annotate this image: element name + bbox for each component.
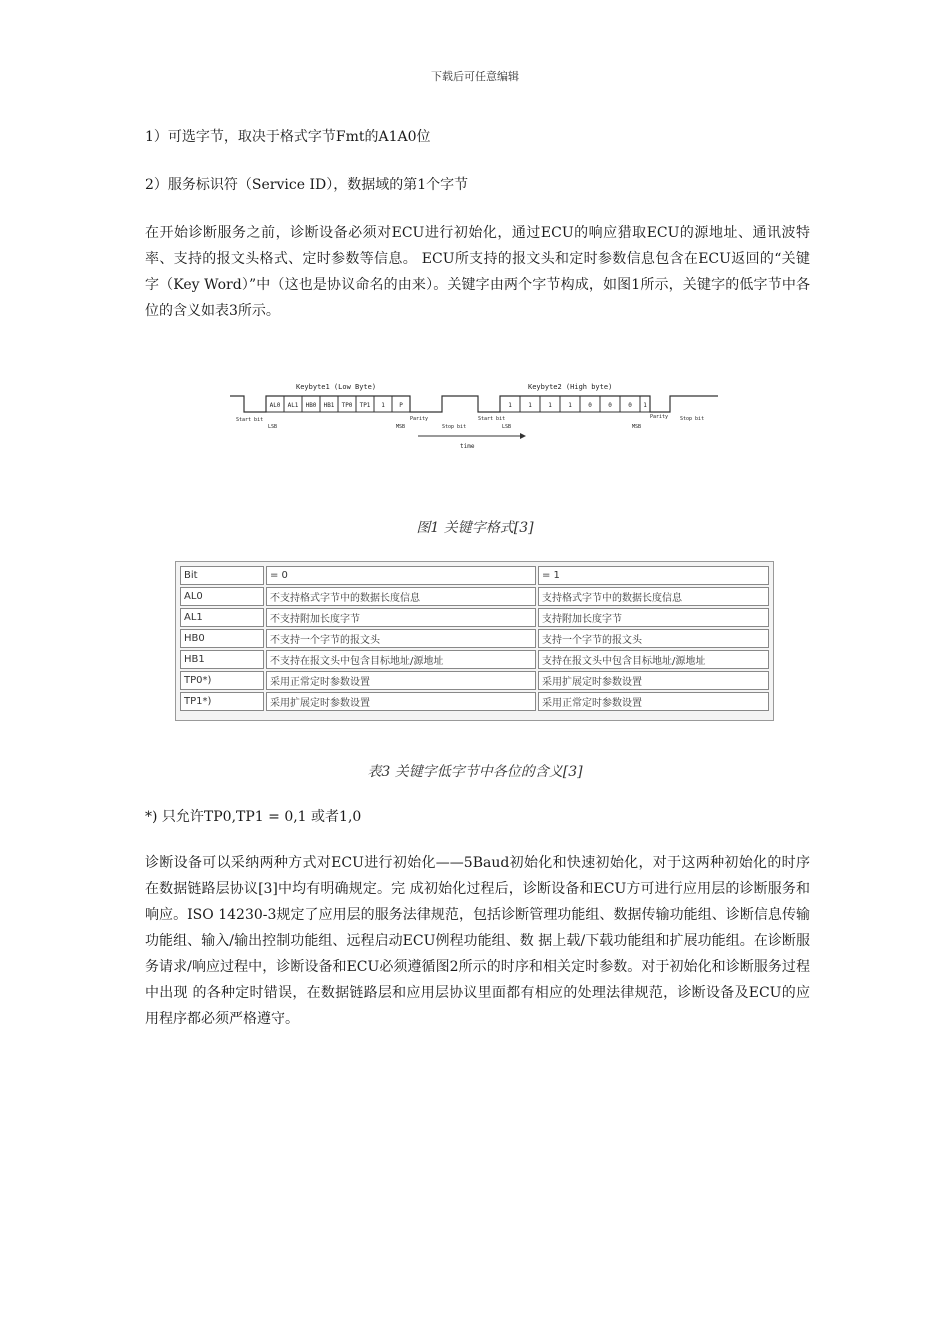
table-cell: 支持格式字节中的数据长度信息 — [538, 587, 769, 606]
table-cell: HB1 — [180, 650, 264, 669]
cell-label: 0 — [608, 402, 612, 409]
cell-label: HB1 — [323, 402, 335, 409]
cell-label: 0 — [588, 402, 592, 409]
stop-bit-label: Stop bit — [680, 416, 705, 422]
parity-label: Parity — [410, 416, 429, 422]
table-cell: 采用正常定时参数设置 — [538, 692, 769, 711]
table-cell: Bit — [180, 566, 264, 585]
paragraph-intro: 在开始诊断服务之前，诊断设备必须对ECU进行初始化，通过ECU的响应猎取ECU的源地址、通讯波特率、支持的报文头格式、定时参数等信息。 ECU所支持的报文头和定时参数信息包含在ECU返回的“关键字（Key Word）”中（这也是协议命名的由来）。关键字由两个字节构成，如图1所示，关键字的低字节中各位的含义如表3所示。 — [145, 225, 810, 319]
keybyte1-title: Keybyte1 (Low Byte) — [296, 383, 377, 391]
lsb-label: LSB — [502, 424, 512, 430]
cell-label: AL1 — [287, 402, 299, 409]
cell-label: 0 — [628, 402, 632, 409]
table-row — [180, 650, 769, 669]
table-cell: 支持附加长度字节 — [538, 608, 769, 627]
page-header: 下载后可任意编辑 — [431, 70, 519, 83]
msb-label: MSB — [632, 424, 642, 430]
table-cell: = 0 — [266, 566, 536, 585]
table-caption: 表3 关键字低字节中各位的含义[3] — [367, 764, 583, 780]
cell-label: 1 — [568, 402, 572, 409]
lsb-label: LSB — [268, 424, 278, 430]
note-line: *) 只允许TP0,TP1 = 0,1 或者1,0 — [145, 809, 362, 825]
table-cell: TP0*) — [180, 671, 264, 690]
cell-label: TP0 — [341, 402, 353, 409]
cell-label: AL0 — [269, 402, 281, 409]
stop-bit-label: Stop bit — [442, 424, 467, 430]
table-cell: 不支持附加长度字节 — [266, 608, 536, 627]
table-cell: AL1 — [180, 608, 264, 627]
table-cell: TP1*) — [180, 692, 264, 711]
list-line-1: 1）可选字节，取决于格式字节Fmt的A1A0位 — [145, 129, 431, 145]
table-row — [180, 629, 769, 648]
table-cell: 不支持一个字节的报文头 — [266, 629, 536, 648]
keybyte-table — [175, 561, 774, 721]
time-label: time — [460, 443, 475, 450]
cell-label: 1 — [528, 402, 532, 409]
table-cell: 支持一个字节的报文头 — [538, 629, 769, 648]
start-bit-label: Start bit — [478, 416, 506, 422]
table-cell: 不支持在报文头中包含目标地址/源地址 — [266, 650, 536, 669]
table-row — [180, 692, 769, 711]
list-line-2: 2）服务标识符（Service ID），数据域的第1个字节 — [145, 177, 469, 193]
cell-label: 1 — [548, 402, 552, 409]
keybyte-timing-diagram — [230, 378, 720, 458]
parity-label: Parity — [650, 414, 669, 420]
paragraph-body: 诊断设备可以采纳两种方式对ECU进行初始化——5Baud初始化和快速初始化，对于这两种初始化的时序在数据链路层协议[3]中均有明确规定。完 成初始化过程后，诊断设备和ECU方可进行应用层的诊断服务和响应。ISO 14230-3规定了应用层的服务法律规范，包括诊断管理功能组、数据传输功能组、诊断信息传输功能组、输入/输出控制功能组、远程启动ECU例程功能组、数 据上载/下载功能组和扩展功能组。在诊断服务请求/响应过程中，诊断设备和ECU必须遵循图2所示的时序和相关定时参数。对于初始化和诊断服务过程中出现 的各种定时错误，在数据链路层和应用层协议里面都有相应的处理法律规范，诊断设备及ECU的应用程序都必须严格遵守。 — [145, 855, 810, 1027]
cell-label: TP1 — [359, 402, 371, 409]
table-cell: 采用正常定时参数设置 — [266, 671, 536, 690]
figure-caption: 图1 关键字格式[3] — [416, 520, 534, 536]
table-cell: 采用扩展定时参数设置 — [538, 671, 769, 690]
cell-label: 1 — [508, 402, 512, 409]
table-cell: 采用扩展定时参数设置 — [266, 692, 536, 711]
table-cell: AL0 — [180, 587, 264, 606]
table-cell: 支持在报文头中包含目标地址/源地址 — [538, 650, 769, 669]
cell-label: P — [399, 402, 403, 409]
table-cell: HB0 — [180, 629, 264, 648]
table-cell: 不支持格式字节中的数据长度信息 — [266, 587, 536, 606]
table-row — [180, 671, 769, 690]
cell-label: 1 — [381, 402, 385, 409]
cell-label: HB0 — [305, 402, 317, 409]
keybyte2-title: Keybyte2 (High byte) — [528, 383, 613, 391]
table-row — [180, 608, 769, 627]
time-arrow-icon — [520, 433, 526, 439]
msb-label: MSB — [396, 424, 406, 430]
table-row — [180, 566, 769, 585]
cell-label: 1 — [643, 402, 647, 409]
start-bit-label: Start bit — [236, 417, 264, 423]
table-row — [180, 587, 769, 606]
table-cell: = 1 — [538, 566, 769, 585]
